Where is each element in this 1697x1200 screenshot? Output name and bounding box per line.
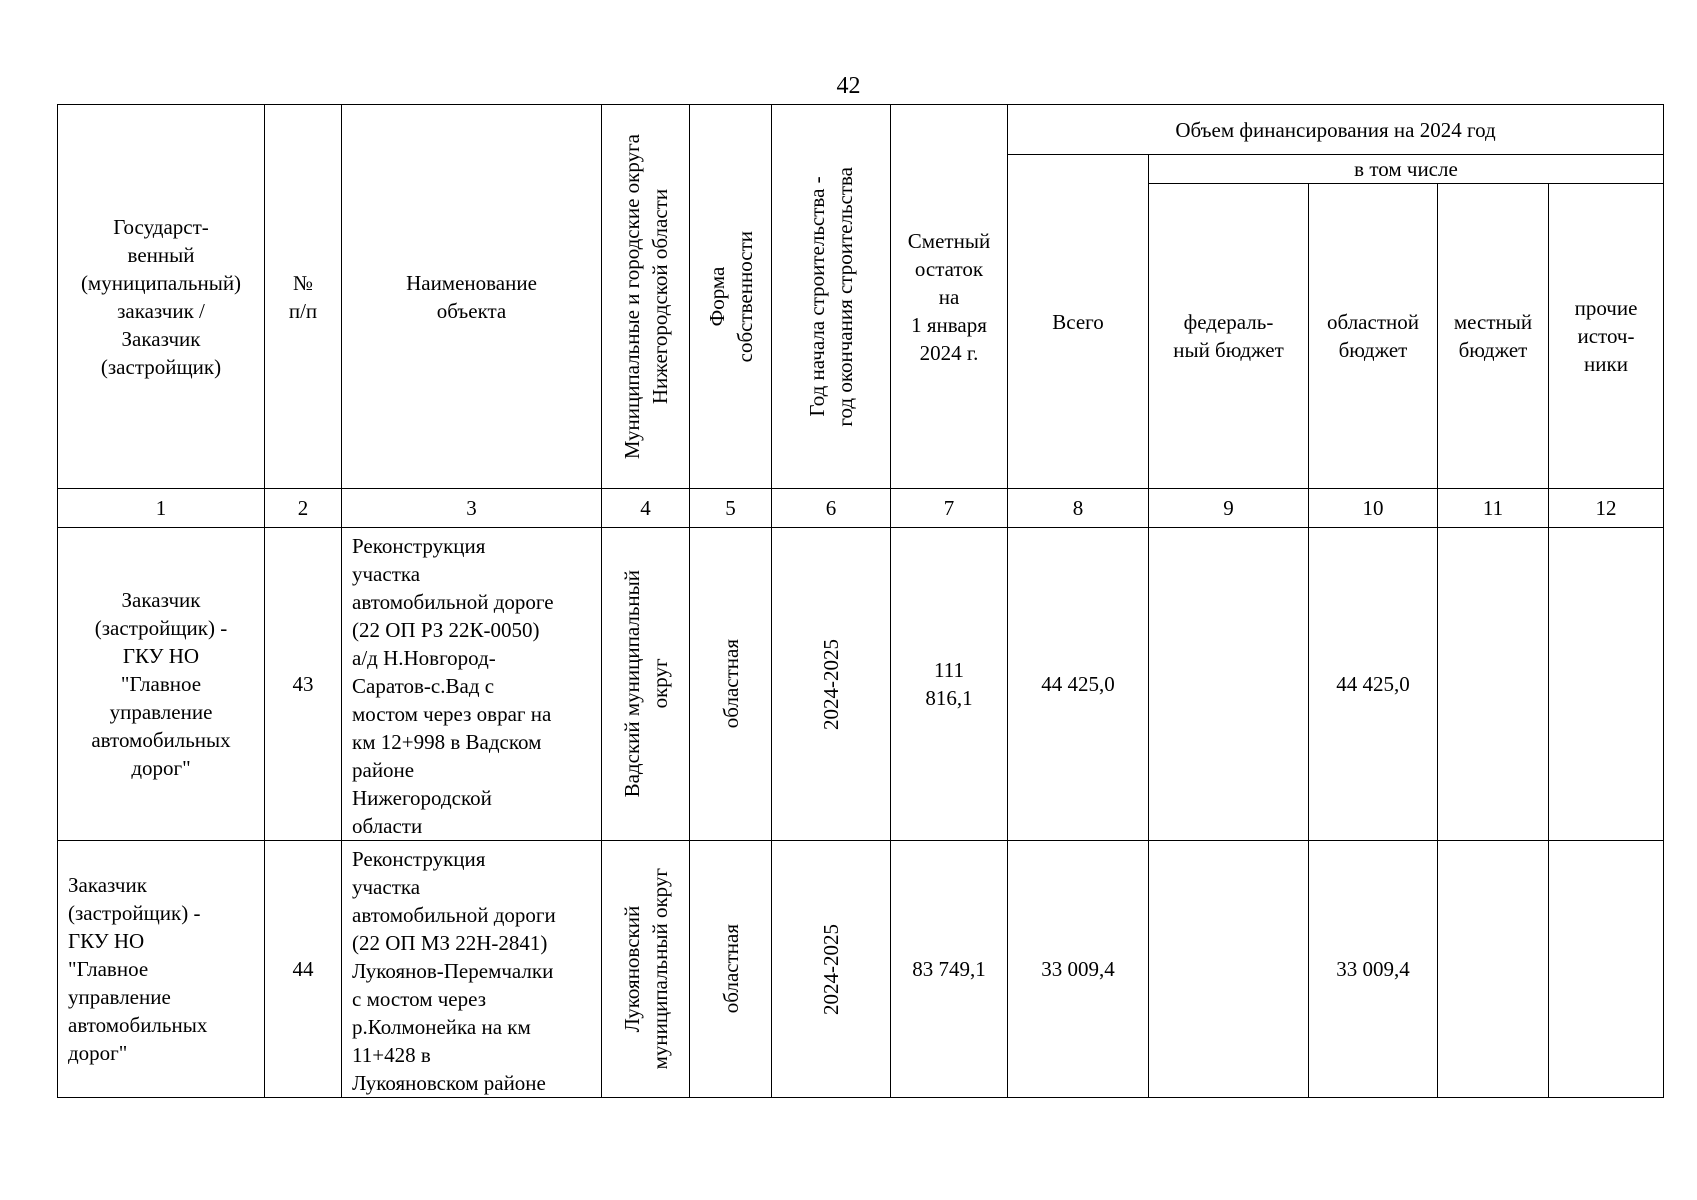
column-number: 2 xyxy=(265,489,342,528)
row-number: 44 xyxy=(265,841,342,1098)
column-number: 6 xyxy=(772,489,891,528)
row-regional: 33 009,4 xyxy=(1309,841,1438,1098)
column-number: 8 xyxy=(1008,489,1149,528)
header-financing-label: Объем финансирования на 2024 год xyxy=(1175,117,1496,142)
header-customer-label: Государст- венный (муниципальный) заказчик / Заказчик (застройщик) xyxy=(80,214,242,379)
row-object: Реконструкция участка автомобильной дороге (22 ОП РЗ 22К-0050) а/д Н.Новгород- Саратов-с.Вад с мостом через овраг на км 12+998 в Вадском районе Нижегородской области xyxy=(342,528,602,841)
row-federal xyxy=(1149,528,1309,841)
row-total: 33 009,4 xyxy=(1008,841,1149,1098)
page-number: 42 xyxy=(836,73,861,99)
header-number xyxy=(265,105,342,489)
table-row xyxy=(58,528,1664,841)
financing-table xyxy=(57,104,1664,1098)
row-ownership: областная xyxy=(690,841,772,1098)
column-number: 12 xyxy=(1549,489,1664,528)
header-financing xyxy=(1008,105,1664,155)
header-total-label: Всего xyxy=(1052,309,1104,334)
row-estimate: 111 816,1 xyxy=(891,528,1008,841)
header-other-label: прочие источ- ники xyxy=(1574,296,1638,376)
header-including-label: в том числе xyxy=(1354,157,1458,181)
header-estimate-label: Сметный остаток на 1 января 2024 г. xyxy=(907,228,991,365)
header-years xyxy=(772,105,891,489)
header-other xyxy=(1549,184,1664,489)
column-number: 1 xyxy=(58,489,265,528)
header-object-label: Наименование объекта xyxy=(406,270,537,323)
row-federal xyxy=(1149,841,1309,1098)
header-federal xyxy=(1149,184,1309,489)
header-customer xyxy=(58,105,265,489)
header-including xyxy=(1149,155,1664,184)
row-years: 2024-2025 xyxy=(772,841,891,1098)
column-number: 7 xyxy=(891,489,1008,528)
row-number: 43 xyxy=(265,528,342,841)
header-regional xyxy=(1309,184,1438,489)
column-number: 11 xyxy=(1438,489,1549,528)
header-local xyxy=(1438,184,1549,489)
row-regional: 44 425,0 xyxy=(1309,528,1438,841)
row-local xyxy=(1438,528,1549,841)
header-local-label: местный бюджет xyxy=(1453,310,1533,362)
column-number: 9 xyxy=(1149,489,1309,528)
header-number-label: № п/п xyxy=(288,270,318,323)
header-federal-label: федераль- ный бюджет xyxy=(1173,310,1284,362)
header-district-label: Муниципальные и городские округа Нижегородской области xyxy=(619,133,672,460)
column-number-row xyxy=(58,489,1664,528)
header-district xyxy=(602,105,690,489)
header-estimate xyxy=(891,105,1008,489)
column-number: 10 xyxy=(1309,489,1438,528)
header-object xyxy=(342,105,602,489)
header-regional-label: областной бюджет xyxy=(1327,310,1419,362)
header-years-label: Год начала строительства - год окончания строительства xyxy=(805,166,857,427)
row-ownership: областная xyxy=(690,528,772,841)
row-years: 2024-2025 xyxy=(772,528,891,841)
row-district: Вадский муниципальный округ xyxy=(602,528,690,841)
row-other xyxy=(1549,528,1664,841)
row-customer: Заказчик (застройщик) - ГКУ НО "Главное управление автомобильных дорог" xyxy=(58,841,265,1098)
column-number: 3 xyxy=(342,489,602,528)
row-total: 44 425,0 xyxy=(1008,528,1149,841)
header-ownership xyxy=(690,105,772,489)
row-customer: Заказчик (застройщик) - ГКУ НО "Главное управление автомобильных дорог" xyxy=(58,528,265,841)
row-estimate: 83 749,1 xyxy=(891,841,1008,1098)
header-ownership-label: Форма собственности xyxy=(704,230,757,363)
table-row xyxy=(58,841,1664,1098)
header-total xyxy=(1008,155,1149,489)
column-number: 5 xyxy=(690,489,772,528)
row-district: Лукояновский муниципальный округ xyxy=(602,841,690,1098)
row-other xyxy=(1549,841,1664,1098)
column-number: 4 xyxy=(602,489,690,528)
row-object: Реконструкция участка автомобильной дороги (22 ОП МЗ 22Н-2841) Лукоянов-Перемчалки с мостом через р.Колмонейка на км 11+428 в Лукояновском районе xyxy=(342,841,602,1098)
row-local xyxy=(1438,841,1549,1098)
